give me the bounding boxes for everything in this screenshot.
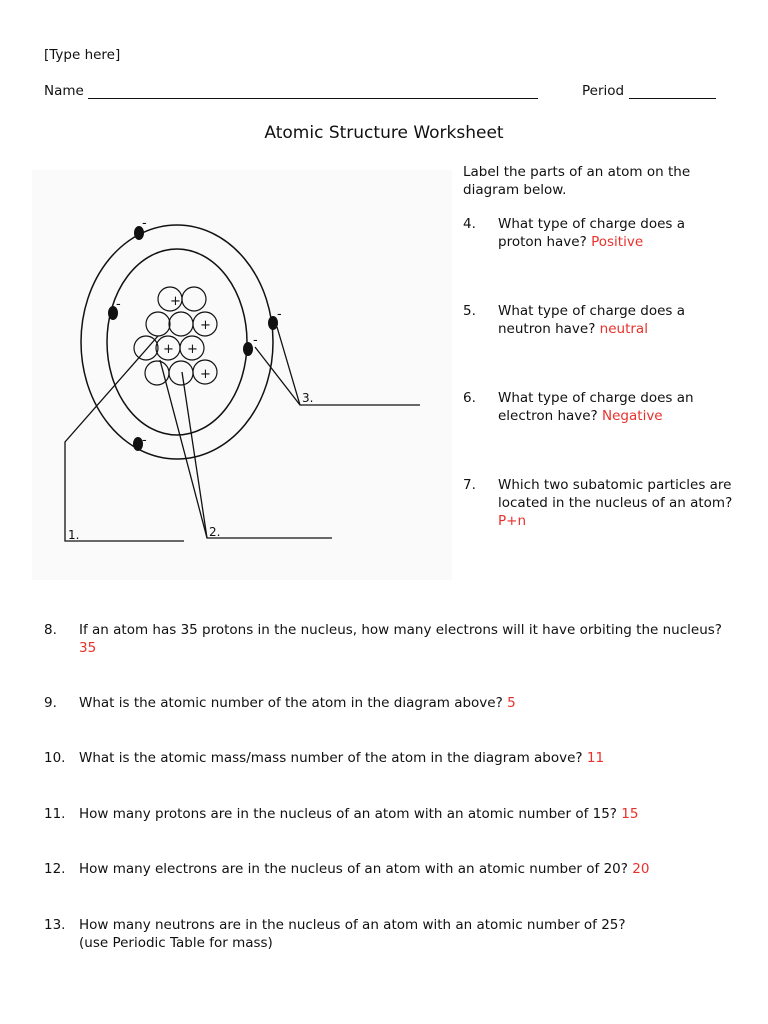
answer: 11 bbox=[586, 750, 605, 766]
question-number: 11. bbox=[44, 806, 66, 822]
electron-sign: - bbox=[277, 307, 282, 322]
question-8 bbox=[44, 621, 734, 661]
nucleon bbox=[169, 312, 193, 336]
question-number: 7. bbox=[463, 477, 476, 493]
question-text: How many electrons are in the nucleus of an atom with an atomic number of 20? bbox=[79, 861, 628, 877]
nucleon bbox=[169, 361, 193, 385]
atom-diagram bbox=[32, 170, 452, 584]
nucleon bbox=[146, 312, 170, 336]
question-number: 9. bbox=[44, 695, 57, 711]
proton-sign: + bbox=[187, 342, 198, 357]
question-text: What type of charge does an electron have? bbox=[498, 390, 694, 424]
pointer-line-3 bbox=[277, 327, 420, 405]
page-title: Atomic Structure Worksheet bbox=[264, 123, 504, 143]
nucleon bbox=[182, 287, 206, 311]
question-text: What type of charge does a neutron have? bbox=[498, 303, 685, 337]
answer: Negative bbox=[602, 408, 663, 424]
answer: 5 bbox=[507, 695, 516, 711]
question-note: (use Periodic Table for mass) bbox=[79, 935, 273, 951]
pointer-line-2 bbox=[160, 360, 332, 538]
proton-sign: + bbox=[170, 294, 181, 309]
answer: 15 bbox=[621, 806, 639, 822]
electron-sign: - bbox=[142, 433, 147, 448]
diagram-label-3: 3. bbox=[302, 391, 314, 405]
answer: neutral bbox=[599, 321, 648, 337]
answer: Positive bbox=[591, 234, 644, 250]
question-text: What is the atomic mass/mass number of the atom in the diagram above? bbox=[79, 750, 583, 766]
question-6 bbox=[463, 389, 733, 429]
question-number: 4. bbox=[463, 216, 476, 232]
electron-sign: - bbox=[142, 216, 147, 231]
period-blank-line[interactable] bbox=[629, 98, 716, 99]
diagram-label-2: 2. bbox=[209, 525, 221, 539]
question-4 bbox=[463, 215, 733, 255]
diagram-label-1: 1. bbox=[68, 528, 80, 542]
question-number: 8. bbox=[44, 622, 57, 638]
diagram-instructions: Label the parts of an atom on the diagram below. bbox=[463, 164, 691, 198]
name-blank-line[interactable] bbox=[88, 98, 538, 99]
question-11 bbox=[44, 805, 734, 825]
question-7 bbox=[463, 476, 733, 536]
question-5 bbox=[463, 302, 733, 342]
question-number: 5. bbox=[463, 303, 476, 319]
proton-sign: + bbox=[200, 367, 211, 382]
question-text: If an atom has 35 protons in the nucleus, how many electrons will it have orbiting the nucleus? bbox=[79, 622, 722, 638]
electron-sign: - bbox=[116, 297, 121, 312]
question-text: How many neutrons are in the nucleus of an atom with an atomic number of 25? bbox=[79, 917, 626, 933]
question-10 bbox=[44, 749, 734, 769]
proton-sign: + bbox=[200, 318, 211, 333]
question-number: 13. bbox=[44, 917, 66, 933]
question-text: Which two subatomic particles are located in the nucleus of an atom? bbox=[498, 477, 733, 511]
electron-sign: - bbox=[253, 333, 258, 348]
question-text: What is the atomic number of the atom in the diagram above? bbox=[79, 695, 503, 711]
header-note: [Type here] bbox=[44, 47, 121, 63]
inner-orbit bbox=[107, 249, 247, 435]
name-row bbox=[44, 82, 716, 104]
question-number: 10. bbox=[44, 750, 66, 766]
period-label: Period bbox=[582, 83, 625, 99]
answer: 20 bbox=[632, 861, 650, 877]
proton-sign: + bbox=[163, 342, 174, 357]
question-text: What type of charge does a proton have? bbox=[498, 216, 685, 250]
answer: P+n bbox=[498, 513, 527, 529]
electron bbox=[243, 342, 253, 356]
question-9 bbox=[44, 694, 734, 714]
question-number: 6. bbox=[463, 390, 476, 406]
answer: 35 bbox=[79, 640, 97, 656]
question-12 bbox=[44, 860, 734, 880]
name-label: Name bbox=[44, 83, 84, 99]
question-13 bbox=[44, 916, 734, 956]
question-text: How many protons are in the nucleus of an atom with an atomic number of 15? bbox=[79, 806, 617, 822]
question-number: 12. bbox=[44, 861, 66, 877]
